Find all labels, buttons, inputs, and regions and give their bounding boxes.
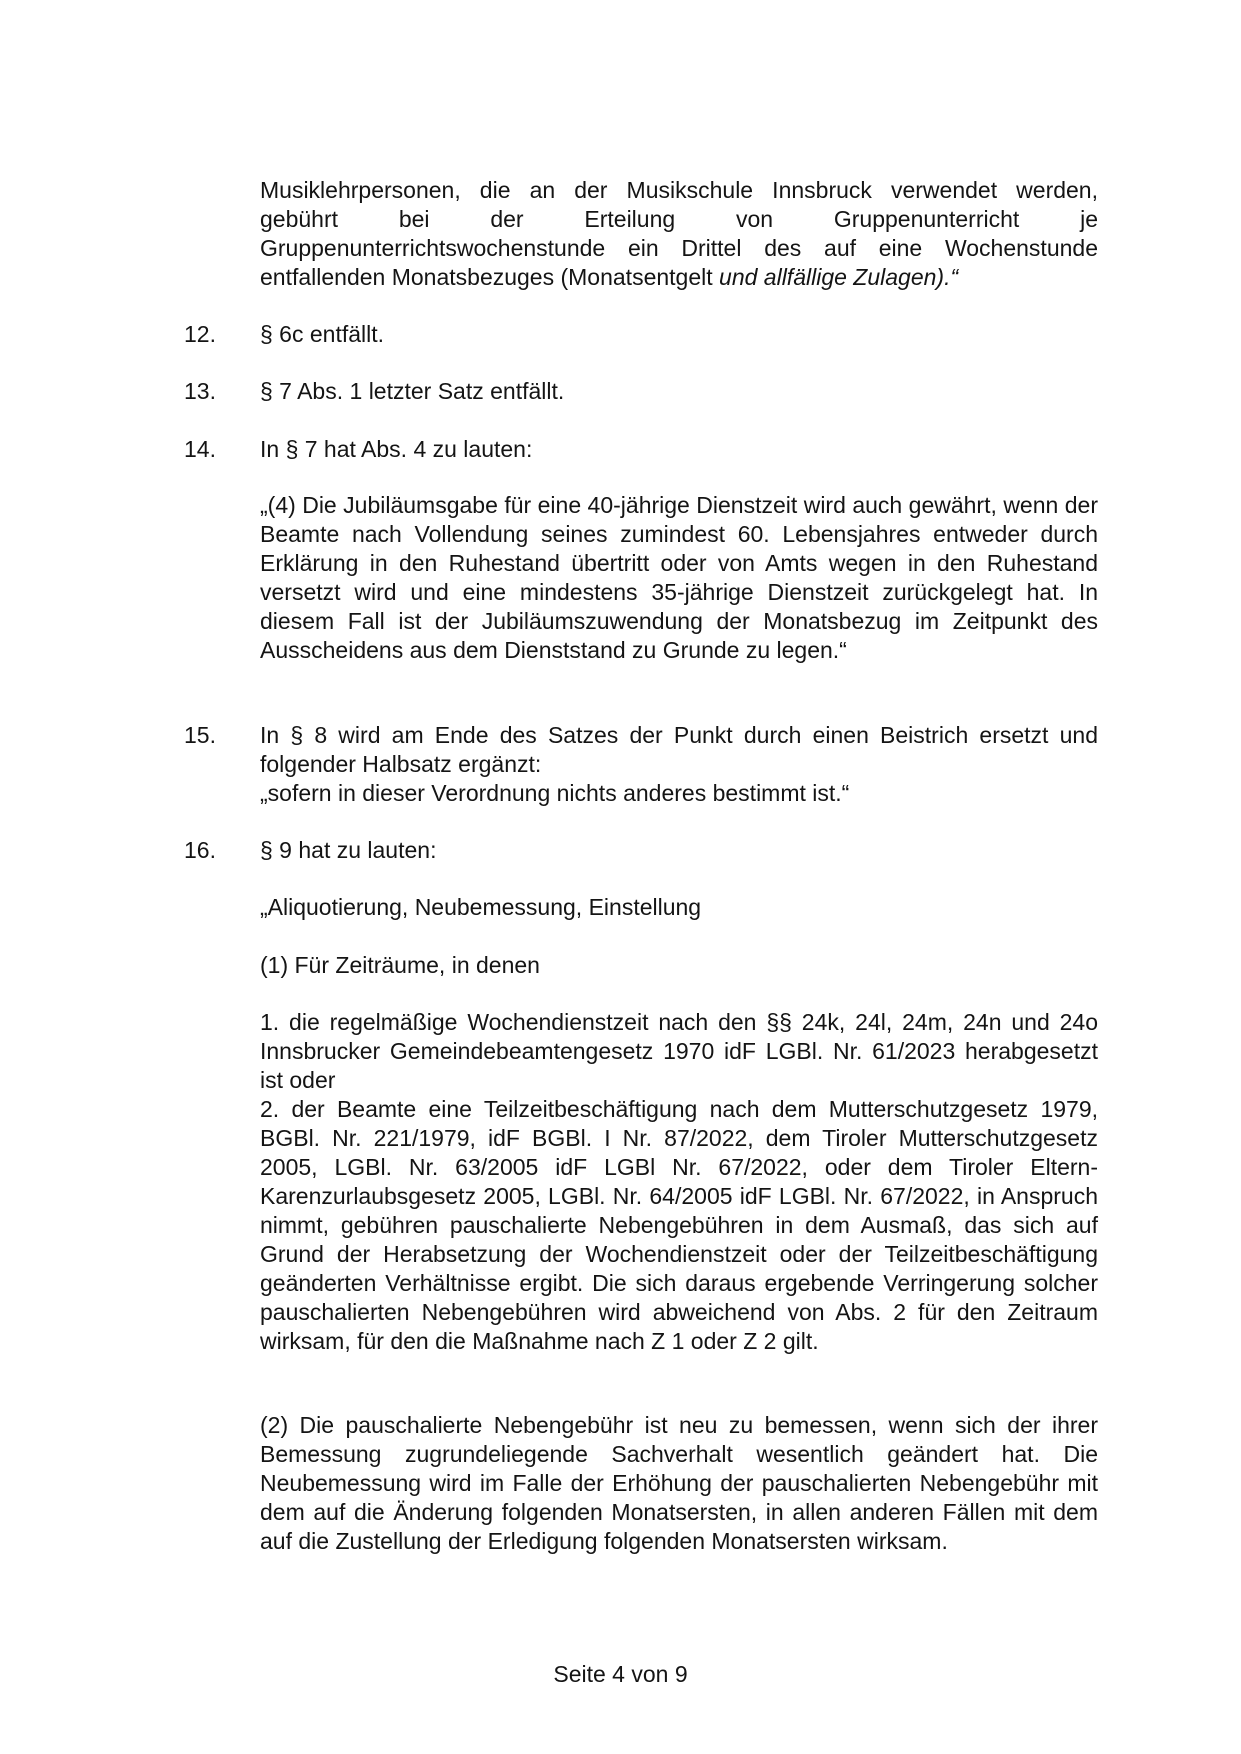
item-15-block bbox=[260, 721, 1098, 808]
item-text-13: § 7 Abs. 1 letzter Satz entfällt. bbox=[260, 378, 565, 404]
item-text-12: § 6c entfällt. bbox=[260, 321, 385, 347]
para-1-intro: (1) Für Zeiträume, in denen bbox=[260, 952, 540, 978]
item-text-14: In § 7 hat Abs. 4 zu lauten: bbox=[260, 436, 533, 462]
item-number-15: 15. bbox=[184, 722, 216, 748]
item-text-16: § 9 hat zu lauten: bbox=[260, 837, 437, 863]
item-15-quote: „sofern in dieser Verordnung nichts anderes bestimmt ist.“ bbox=[260, 780, 850, 806]
top-paragraph bbox=[260, 176, 1098, 292]
item-number-12: 12. bbox=[184, 321, 216, 347]
top-paragraph-line-4 bbox=[260, 263, 1098, 292]
page-footer: Seite 4 von 9 bbox=[553, 1661, 688, 1687]
item-number-14: 14. bbox=[184, 436, 216, 462]
top-paragraph-line-4-plain: entfallenden Monatsbezuges (Monatsentgelt bbox=[260, 264, 720, 290]
item-number-13: 13. bbox=[184, 378, 216, 404]
item-14-quote: „(4) Die Jubiläumsgabe für eine 40-jährige Dienstzeit wird auch gewährt, wenn der Beamte nach Vollendung seines zumindest 60. Lebensjahres entweder durch Erklärung in den Ruhestand übertritt oder von Amts wegen in den Ruhestand versetzt wird und eine mindestens 35-jährige Dienstzeit zurückgelegt hat. In diesem Fall ist der Jubiläumszuwendung der Monatsbezug im Zeitpunkt des Ausscheidens aus dem Dienststand zu Grunde zu legen.“ bbox=[260, 492, 1098, 663]
item-number-16: 16. bbox=[184, 837, 216, 863]
para-2: (2) Die pauschalierte Nebengebühr ist neu zu bemessen, wenn sich der ihrer Bemessung zugrundeliegende Sachverhalt wesentlich geändert hat. Die Neubemessung wird im Falle der Erhöhung der pauschalierten Nebengebühr mit dem auf die Änderung folgenden Monatsersten, in allen anderen Fällen mit dem auf die Zustellung der Erledigung folgenden Monatsersten wirksam. bbox=[260, 1412, 1098, 1554]
top-paragraph-line-2: gebührt bei der Erteilung von Gruppenunterricht je bbox=[260, 206, 1098, 232]
item-text-15: In § 8 wird am Ende des Satzes der Punkt durch einen Beistrich ersetzt und folgender Halbsatz ergänzt: bbox=[260, 722, 1098, 777]
para-1-points bbox=[260, 1008, 1098, 1356]
top-paragraph-line-4-italic: und allfällige Zulagen).“ bbox=[719, 264, 959, 290]
section-heading: „Aliquotierung, Neubemessung, Einstellung bbox=[260, 894, 702, 920]
top-paragraph-line-3: Gruppenunterrichtswochenstunde ein Drittel des auf eine Wochenstunde bbox=[260, 235, 1098, 261]
para-1-point-1: 1. die regelmäßige Wochendienstzeit nach den §§ 24k, 24l, 24m, 24n und 24o Innsbrucker Gemeindebeamtengesetz 1970 idF LGBl. Nr. 61/2023 herabgesetzt ist oder bbox=[260, 1009, 1098, 1093]
top-paragraph-line-1: Musiklehrpersonen, die an der Musikschule Innsbruck verwendet werden, bbox=[260, 177, 1098, 203]
para-1-point-2: 2. der Beamte eine Teilzeitbeschäftigung nach dem Mutterschutzgesetz 1979, BGBl. Nr. 221/1979, idF BGBl. I Nr. 87/2022, dem Tiroler Mutterschutzgesetz 2005, LGBl. Nr. 63/2005 idF LGBl Nr. 67/2022, oder dem Tiroler Eltern-Karenzurlaubsgesetz 2005, LGBl. Nr. 64/2005 idF LGBl. Nr. 67/2022, in Anspruch nimmt, gebühren pauschalierte Nebengebühren in dem Ausmaß, das sich auf Grund der Herabsetzung der Wochendienstzeit oder der Teilzeitbeschäftigung geänderten Verhältnisse ergibt. Die sich daraus ergebende Verringerung solcher pauschalierten Nebengebühren wird abweichend von Abs. 2 für den Zeitraum wirksam, für den die Maßnahme nach Z 1 oder Z 2 gilt. bbox=[260, 1096, 1098, 1354]
